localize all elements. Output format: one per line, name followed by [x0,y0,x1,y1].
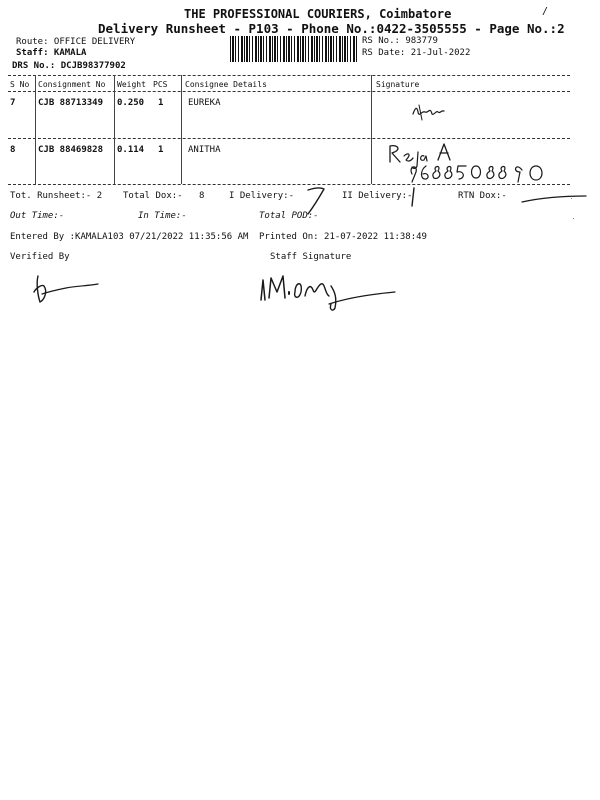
row-sno: 8 [10,145,16,155]
rs-number: RS No.: 983779 [362,36,438,46]
scan-speck [573,218,574,219]
ii-delivery-mark [408,186,420,212]
row7-signature-scribble [410,100,450,128]
scan-speck [571,198,572,199]
out-time-label: Out Time:- [10,211,65,221]
route-label: Route: OFFICE DELIVERY [16,37,136,47]
row-pcs: 1 [158,98,164,108]
runsheet-title: Delivery Runsheet - P103 - Phone No.:0422-3505555 - Page No.:2 [98,21,565,36]
row-weight: 0.114 [117,145,145,155]
staff-label: Staff: KAMALA [16,48,87,58]
row-pcs: 1 [158,145,164,155]
row-consignment: CJB 88469828 [38,145,104,155]
col-header-weight: Weight [117,80,146,89]
col-divider [371,75,372,184]
verified-by-signature [26,270,106,314]
company-title: THE PROFESSIONAL COURIERS, Coimbatore [184,7,452,21]
row-consignee: ANITHA [188,145,221,155]
rs-date: RS Date: 21-Jul-2022 [362,48,471,58]
col-header-sno: S No [10,80,30,89]
total-dox-value: 8 [199,191,205,201]
col-header-consignment: Consignment No [38,80,106,89]
table-header-rule [8,91,570,92]
total-pod-label: Total POD:- [259,211,319,221]
table-top-rule [8,75,570,76]
corner-tick: / [542,6,549,17]
col-header-signature: Signature [376,80,420,89]
printed-on: Printed On: 21-07-2022 11:38:49 [259,232,427,242]
i-delivery-label: I Delivery:- [229,191,295,201]
entered-by: Entered By :KAMALA103 07/21/2022 11:35:56 AM [10,232,249,242]
staff-signature-scribble [255,268,405,318]
col-divider [114,75,115,184]
ii-delivery-label: II Delivery:- [342,191,413,201]
tot-runsheet: Tot. Runsheet:- 2 [10,191,103,201]
col-divider [181,75,182,184]
rtn-dox-mark [520,188,590,212]
col-header-consignee: Consignee Details [185,80,267,89]
verified-by-label: Verified By [10,252,70,262]
in-time-label: In Time:- [138,211,187,221]
drs-number: DRS No.: DCJB98377902 [12,61,126,71]
col-divider [35,75,36,184]
total-dox-label: Total Dox:- [123,191,183,201]
col-header-pcs: PCS [153,80,168,89]
row-weight: 0.250 [117,98,145,108]
row8-signature-handwriting [378,138,568,190]
row-consignment: CJB 88713349 [38,98,104,108]
rtn-dox-label: RTN Dox:- [458,191,507,201]
row-consignee: EUREKA [188,98,221,108]
row-sno: 7 [10,98,16,108]
staff-signature-label: Staff Signature [270,252,352,262]
barcode [230,36,358,62]
